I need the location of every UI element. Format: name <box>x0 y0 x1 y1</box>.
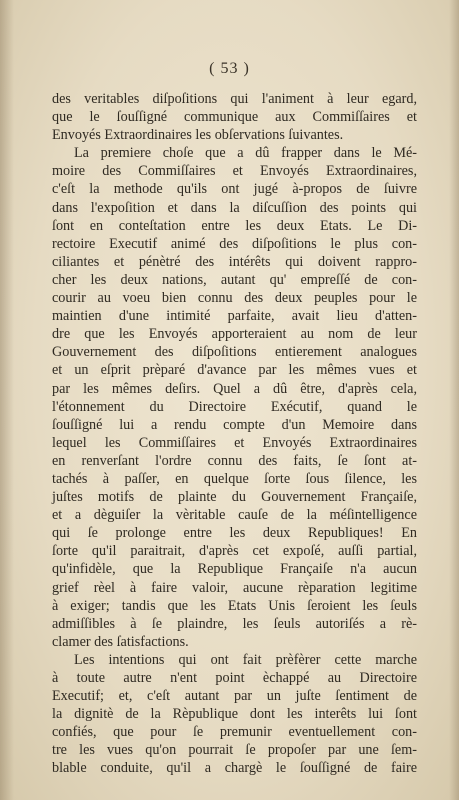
text-line: ſorte qu'il paraitrait, d'après cet expoſé, auſſi partial, <box>52 543 417 560</box>
text-line: ciliantes et pénètré des intérêts qui doivent rappro- <box>52 253 417 270</box>
text-line: La premiere choſe que a dû frapper dans le Mé- <box>74 145 417 162</box>
text-line: dre que les Envoyés apporteraient au nom de leur <box>52 326 417 343</box>
text-line: à toute autre n'ent point èchappé au Directoire <box>52 670 417 686</box>
text-line: lequel les Commiſſaires et Envoyés Extraordinaires <box>52 434 417 451</box>
text-line: confiés, que pour ſe premunir eventuellement con- <box>52 724 417 741</box>
text-line: courir au voeu bien connu des deux peuples pour le <box>52 290 417 307</box>
text-line: blable conduite, qu'il a chargè le ſouſſigné de faire <box>52 760 417 777</box>
text-line: Gouvernement des diſpoſitions entierement analogues <box>52 344 417 361</box>
text-line: ſont en conteſtation entre les deux Etats. Le Di- <box>52 217 417 234</box>
paragraph <box>52 651 417 778</box>
text-line: rectoire Executif animé des diſpoſitions le plus con- <box>52 235 417 252</box>
text-line: Envoyés Extraordinaires les obſervations ſuivantes. <box>52 127 344 144</box>
page-edge-shadow-left <box>0 0 14 800</box>
paragraph <box>52 144 417 651</box>
text-line: clamer des ſatisfactions. <box>52 633 189 650</box>
text-line: en renverſant l'ordre connu des faits, ſe ſont at- <box>52 452 417 469</box>
page-number: ( 53 ) <box>209 60 250 77</box>
page-edge-shadow-right <box>449 0 459 800</box>
text-line: qu'infidèle, que la Republique Françaiſe n'a aucun <box>52 561 417 578</box>
text-line: tre les vues qu'on pourrait ſe propoſer par une ſem- <box>52 742 417 759</box>
text-line: par les mêmes deſirs. Quel a dû être, d'après cela, <box>52 380 417 397</box>
text-line: juſtes motifs de plainte du Gouvernement Françaiſe, <box>52 489 417 506</box>
text-line: que le ſouſſigné communique aux Commiſſaires et <box>52 109 417 126</box>
text-line: tachés à paſſer, en quelque ſorte ſous ſilence, les <box>52 470 417 487</box>
text-line: maintien d'une intimité parfaite, avait lieu d'atten- <box>52 308 417 325</box>
body-text <box>52 90 417 778</box>
text-line: à exiger; tandis que les Etats Unis ſeroient les ſeuls <box>52 597 417 614</box>
text-line: admiſſibles à ſe plaindre, les ſeuls autoriſés a rè- <box>52 615 417 632</box>
text-line: la dignitè de la Rèpublique dont les interêts lui ſont <box>52 706 417 723</box>
text-line: ſouſſigné lui a rendu compte d'un Memoire dans <box>52 416 417 433</box>
text-line: grief rèel à faire valoir, aucune rèparation legitime <box>52 579 417 596</box>
text-line: et a dèguiſer la vèritable cauſe de la méſintelligence <box>52 507 417 524</box>
text-line: et un eſprit prèparé d'avance par les mêmes vues et <box>52 362 417 379</box>
text-line: dans l'expoſition et dans la diſcuſſion des points qui <box>52 199 417 216</box>
text-line: qui ſe prolonge entre les deux Republiques! En <box>52 525 417 542</box>
text-line: l'étonnement du Directoire Exécutif, quand le <box>52 398 417 415</box>
text-line: cher les deux nations, autant qu' empreſſé de con- <box>52 271 417 288</box>
text-line: Executif; et, c'eſt autant par un juſte ſentiment de <box>52 688 417 705</box>
text-line: c'eſt la methode qu'ils ont jugé à-propos de ſuivre <box>52 181 417 198</box>
text-line: moire des Commiſſaires et Envoyés Extraordinaires, <box>52 163 417 180</box>
text-line: Les intentions qui ont fait prèfèrer cette marche <box>74 651 417 668</box>
text-line: des veritables diſpoſitions qui l'animent à leur egard, <box>52 91 417 107</box>
paragraph <box>52 90 417 144</box>
